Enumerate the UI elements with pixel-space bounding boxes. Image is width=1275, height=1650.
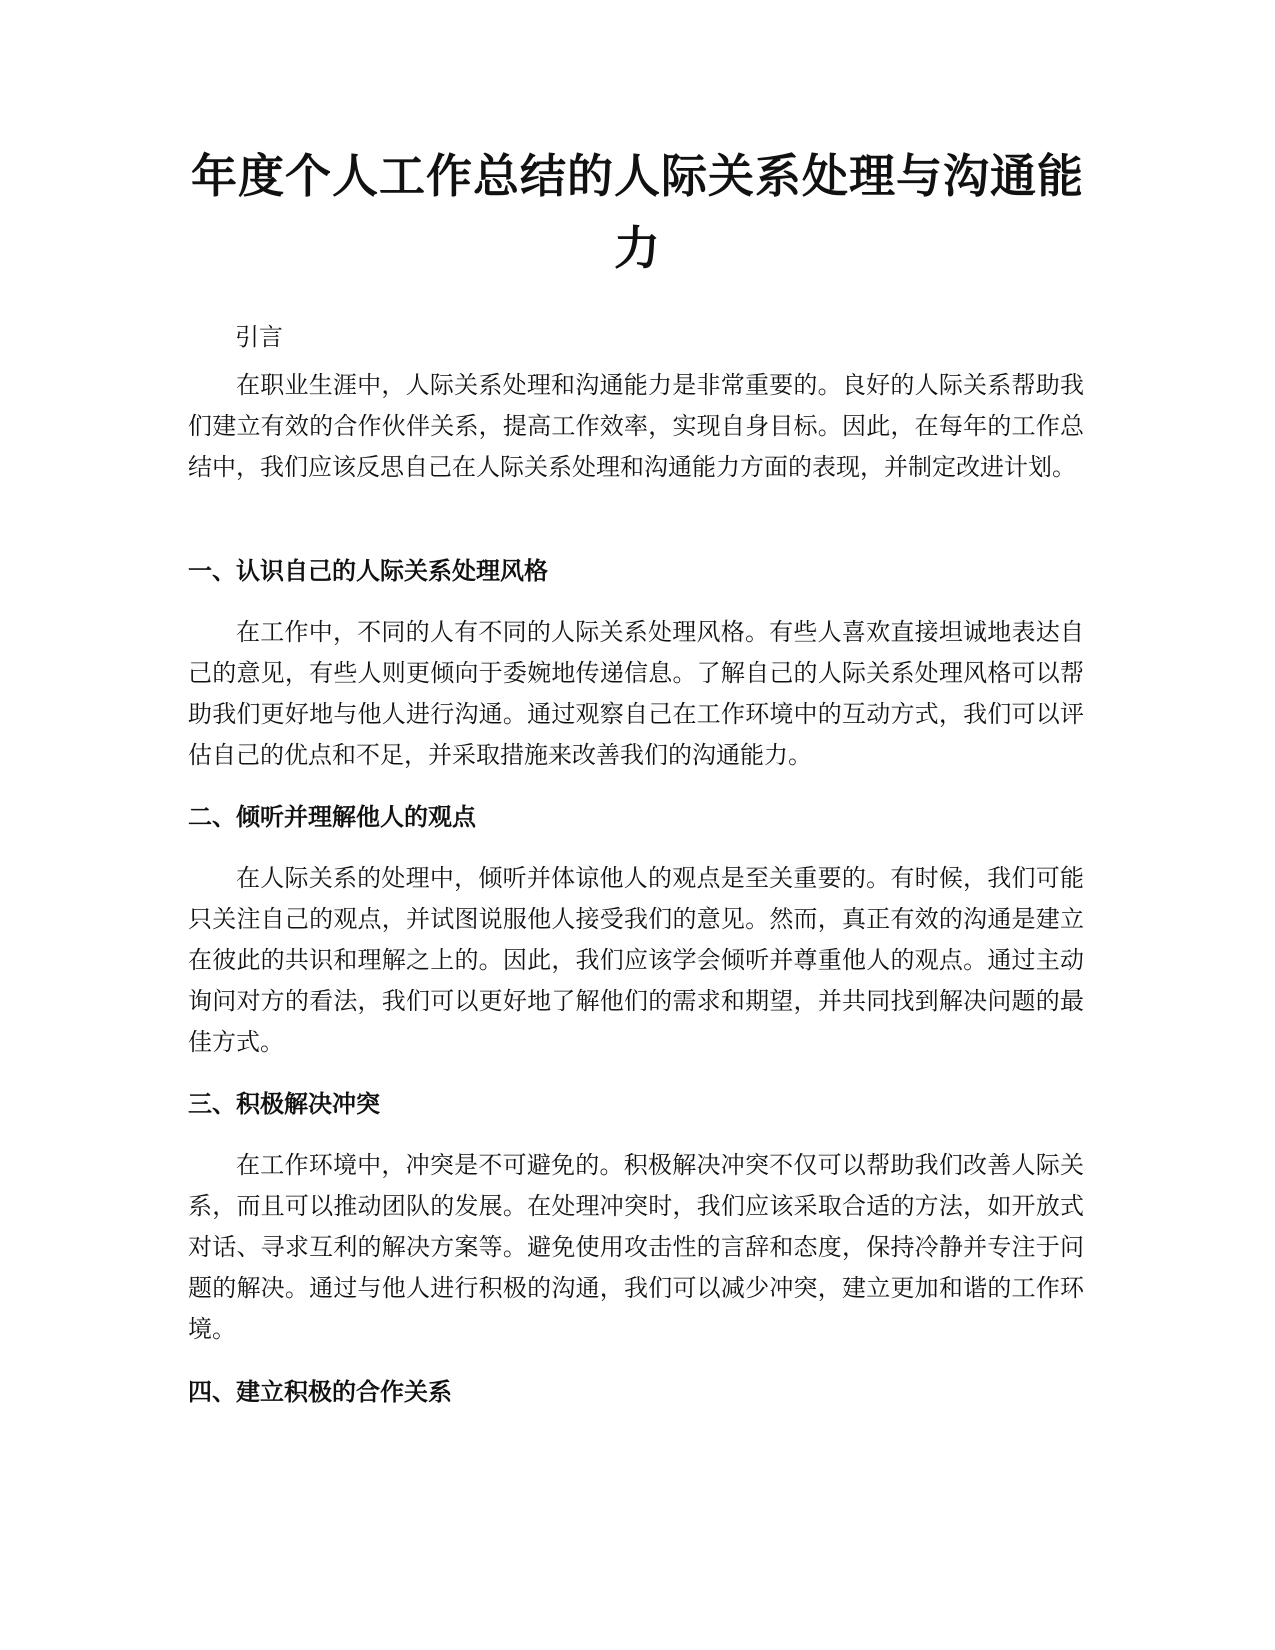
section-paragraph-2: 在人际关系的处理中，倾听并体谅他人的观点是至关重要的。有时候，我们可能只关注自己的观点，并试图说服他人接受我们的意见。然而，真正有效的沟通是建立在彼此的共识和理解之上的。因此，我们应该学会倾听并尊重他人的观点。通过主动询问对方的看法，我们可以更好地了解他们的需求和期望，并共同找到解决问题的最佳方式。 — [188, 864, 1084, 1056]
section-heading-4: 四、建立积极的合作关系 — [188, 1378, 452, 1406]
document-title: 年度个人工作总结的人际关系处理与沟通能力 — [191, 149, 1084, 275]
section-heading-1: 一、认识自己的人际关系处理风格 — [188, 557, 548, 585]
intro-paragraph: 在职业生涯中，人际关系处理和沟通能力是非常重要的。良好的人际关系帮助我们建立有效的合作伙伴关系，提高工作效率，实现自身目标。因此，在每年的工作总结中，我们应该反思自己在人际关系处理和沟通能力方面的表现，并制定改进计划。 — [188, 371, 1084, 481]
section-heading-3: 三、积极解决冲突 — [188, 1090, 380, 1118]
section-paragraph-3: 在工作环境中，冲突是不可避免的。积极解决冲突不仅可以帮助我们改善人际关系，而且可以推动团队的发展。在处理冲突时，我们应该采取合适的方法，如开放式对话、寻求互利的解决方案等。避免使用攻击性的言辞和态度，保持冷静并专注于问题的解决。通过与他人进行积极的沟通，我们可以减少冲突，建立更加和谐的工作环境。 — [188, 1151, 1084, 1343]
section-paragraph-1: 在工作中，不同的人有不同的人际关系处理风格。有些人喜欢直接坦诚地表达自己的意见，有些人则更倾向于委婉地传递信息。了解自己的人际关系处理风格可以帮助我们更好地与他人进行沟通。通过观察自己在工作环境中的互动方式，我们可以评估自己的优点和不足，并采取措施来改善我们的沟通能力。 — [188, 618, 1084, 769]
section-heading-2: 二、倾听并理解他人的观点 — [188, 803, 476, 831]
intro-label: 引言 — [235, 323, 283, 351]
